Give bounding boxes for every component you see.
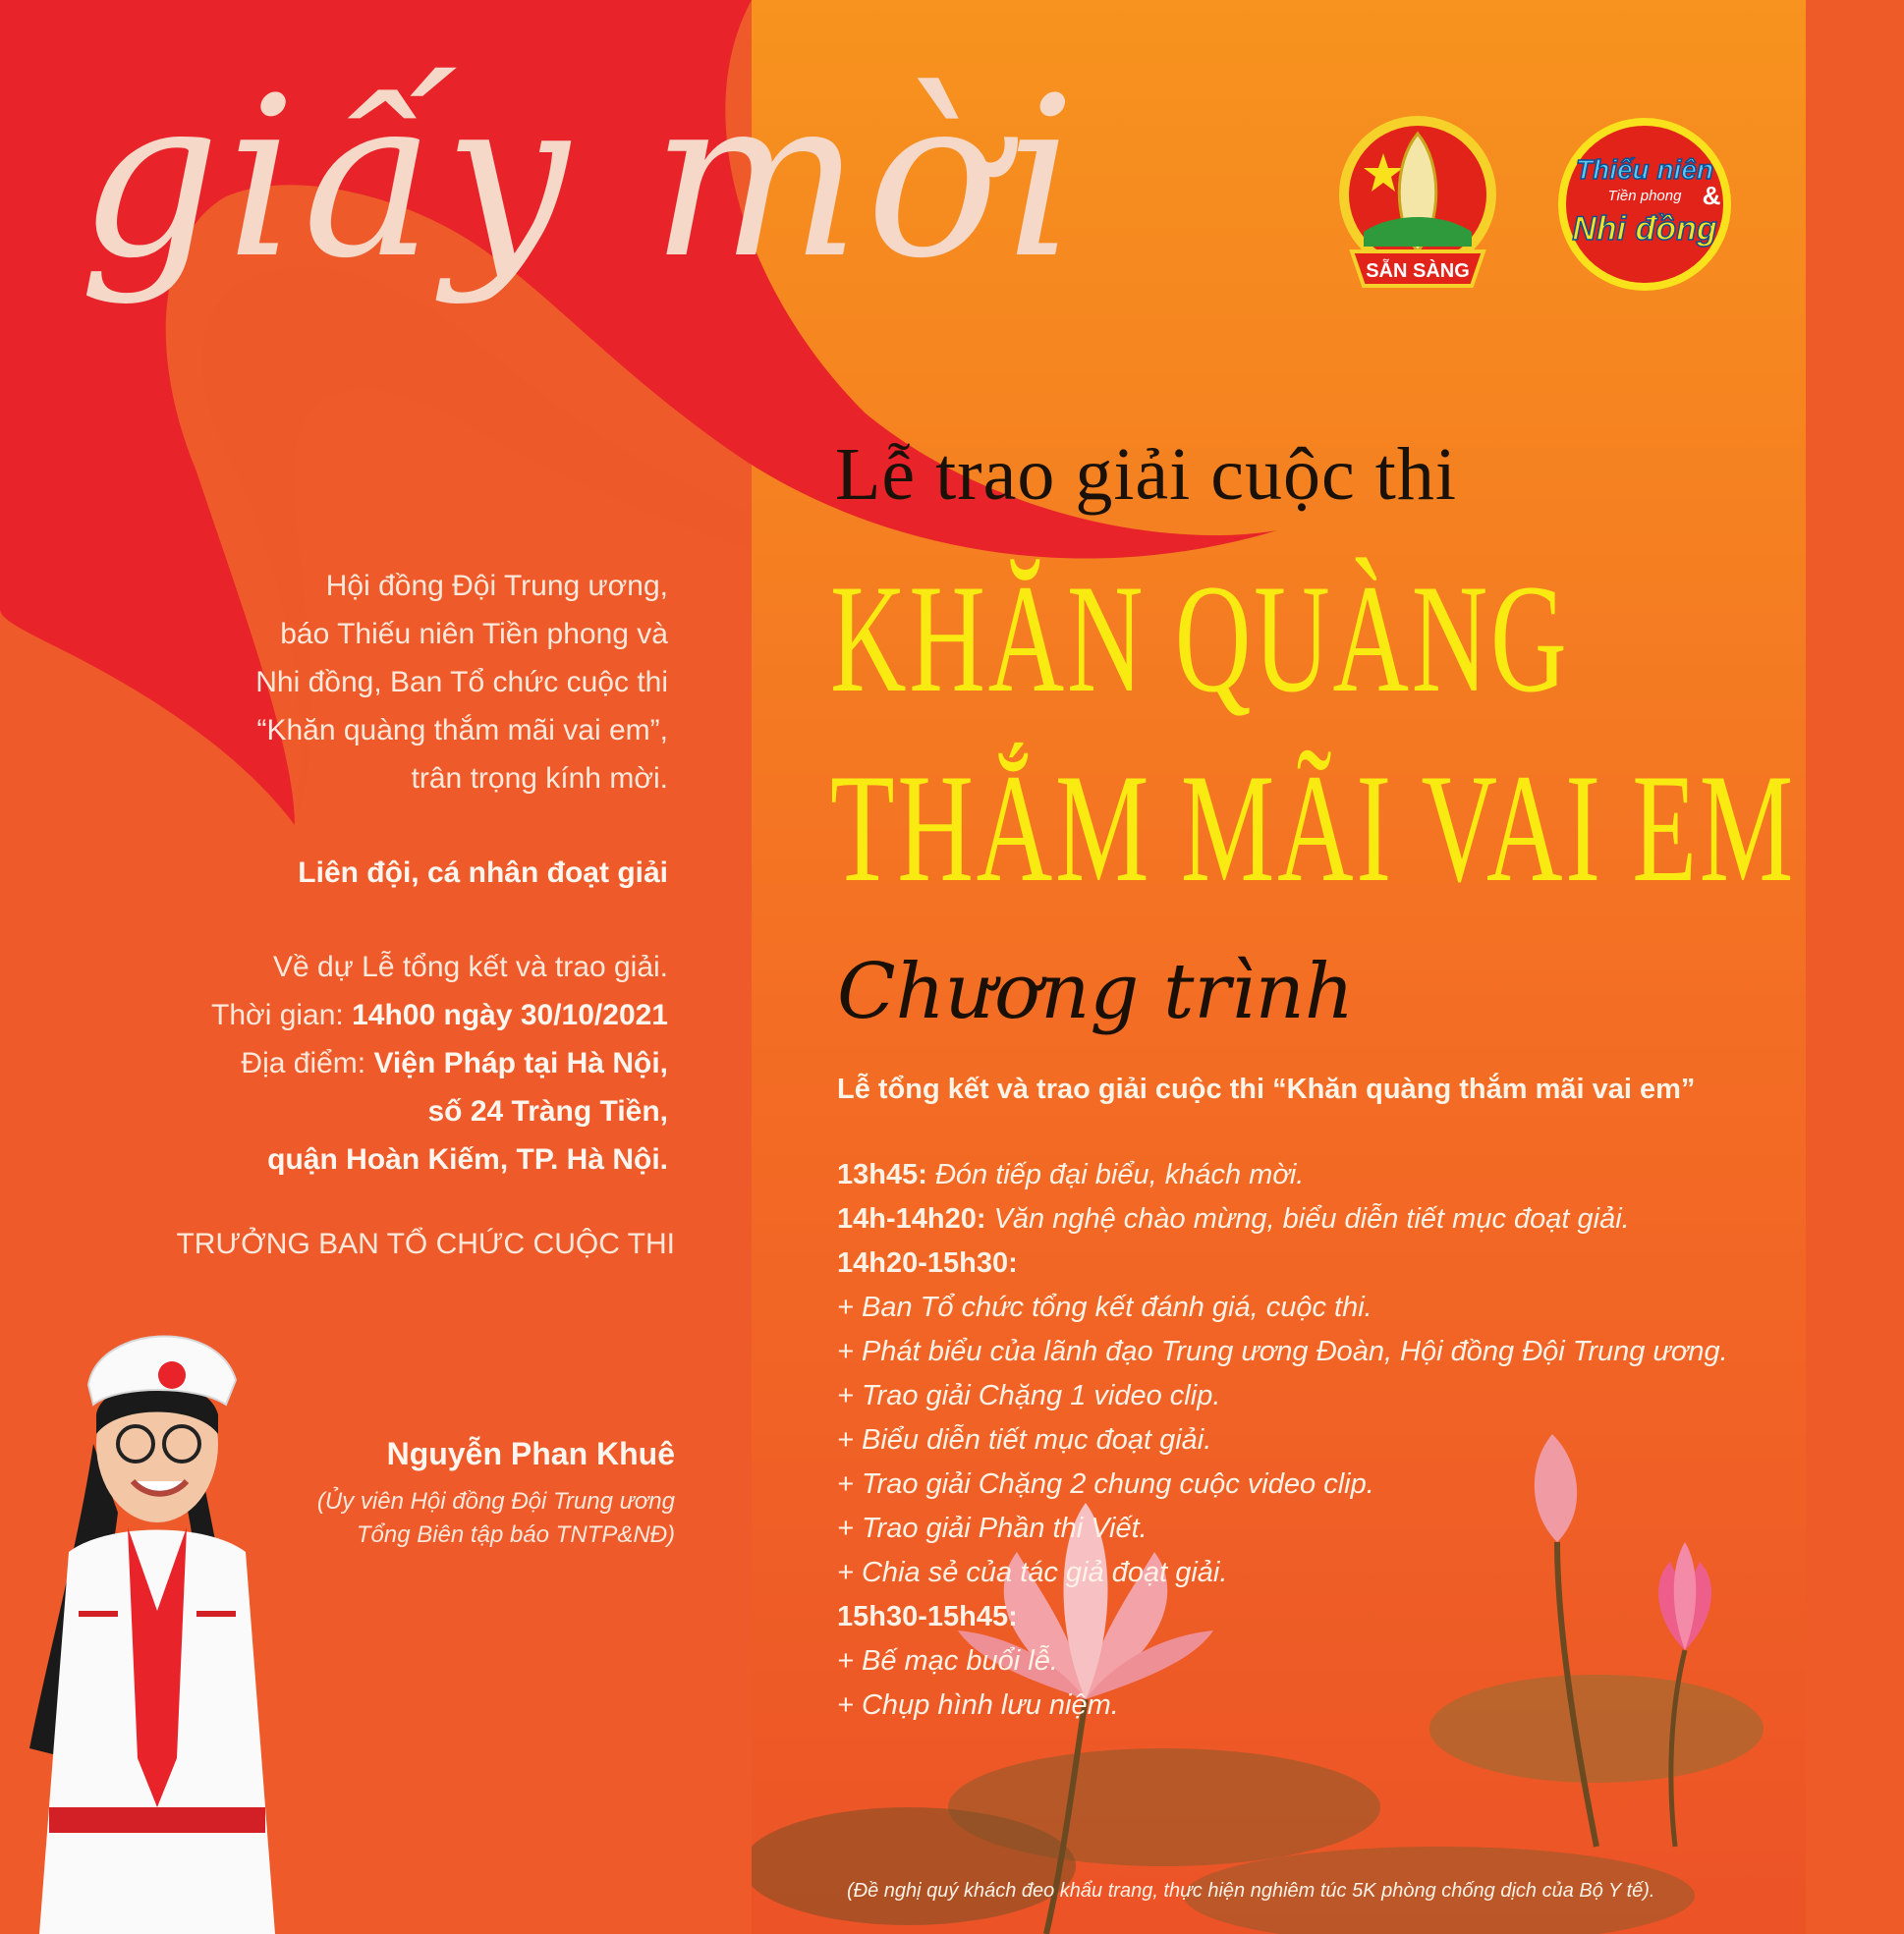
schedule-item: + Trao giải Chặng 2 chung cuộc video clip. — [837, 1468, 1374, 1500]
place-value-2: số 24 Tràng Tiền, — [427, 1095, 668, 1128]
intro-line: báo Thiếu niên Tiền phong và — [280, 618, 668, 650]
program-heading: Chương trình — [837, 948, 1355, 1036]
event-title-line-1: KHĂN QUÀNG — [830, 553, 1570, 725]
event-title-line-2: THẮM MÃI VAI EM — [830, 743, 1796, 914]
place-line — [118, 1039, 668, 1087]
schedule-item: 13h45: Đón tiếp đại biểu, khách mời. — [837, 1159, 1305, 1190]
invitee: Liên đội, cá nhân đoạt giải — [298, 856, 668, 889]
magazine-title-1: Thiếu niên — [1576, 154, 1713, 185]
signer-title-2: Tổng Biên tập báo TNTP&NĐ) — [356, 1521, 675, 1548]
time-line — [118, 991, 668, 1039]
time-value: 14h00 ngày 30/10/2021 — [352, 999, 668, 1031]
pioneer-girl-photo — [10, 1297, 305, 1934]
magazine-title-3: Nhi đồng — [1572, 210, 1717, 248]
signer-title — [317, 1485, 675, 1552]
schedule-item: + Phát biểu của lãnh đạo Trung ương Đoàn, Hội đồng Đội Trung ương. — [837, 1336, 1728, 1367]
intro-line: Hội đồng Đội Trung ương, — [325, 570, 668, 602]
schedule-item: + Trao giải Chặng 1 video clip. — [837, 1380, 1221, 1411]
badge-text: SẴN SÀNG — [1366, 260, 1470, 282]
time-label: Thời gian: — [211, 999, 353, 1031]
schedule-item: + Chia sẻ của tác giả đoạt giải. — [837, 1557, 1228, 1588]
signer-title-1: (Ủy viên Hội đồng Đội Trung ương — [316, 1488, 675, 1515]
signer-name: Nguyễn Phan Khuê — [386, 1436, 675, 1471]
schedule-item: + Bế mạc buổi lễ. — [837, 1645, 1058, 1677]
place-label: Địa điểm: — [241, 1047, 374, 1079]
program-summary: Lễ tổng kết và trao giải cuộc thi “Khăn quàng thắm mãi vai em” — [837, 1074, 1696, 1105]
program-schedule — [837, 1153, 1820, 1728]
schedule-item: + Chụp hình lưu niệm. — [837, 1689, 1119, 1721]
pioneer-badge-logo — [1334, 114, 1501, 301]
intro-line: “Khăn quàng thắm mãi vai em”, — [256, 714, 668, 746]
schedule-item: 14h-14h20: Văn nghệ chào mừng, biểu diễn tiết mục đoạt giải. — [837, 1203, 1630, 1235]
magazine-logo — [1554, 114, 1736, 296]
schedule-item: 14h20-15h30: — [837, 1247, 1018, 1279]
magazine-title-2: Tiền phong — [1607, 188, 1682, 204]
attend-line: Về dự Lễ tổng kết và trao giải. — [273, 951, 668, 983]
intro-line: trân trọng kính mời. — [411, 762, 668, 795]
event-subtitle: Lễ trao giải cuộc thi — [835, 433, 1457, 516]
schedule-item: + Ban Tổ chức tổng kết đánh giá, cuộc thi. — [837, 1292, 1372, 1323]
invitation-intro — [118, 562, 668, 1184]
health-note: (Đề nghị quý khách đeo khẩu trang, thực hiện nghiêm túc 5K phòng chống dịch của Bộ Y tế). — [847, 1880, 1655, 1902]
signer-role: TRƯỞNG BAN TỔ CHỨC CUỘC THI — [176, 1228, 675, 1260]
place-value-3: quận Hoàn Kiếm, TP. Hà Nội. — [267, 1143, 668, 1176]
invitation-script-title: giấy mời — [79, 50, 1083, 307]
schedule-item: 15h30-15h45: — [837, 1601, 1018, 1632]
schedule-item: + Biểu diễn tiết mục đoạt giải. — [837, 1424, 1212, 1456]
schedule-item: + Trao giải Phần thi Viết. — [837, 1513, 1148, 1544]
magazine-amp: & — [1702, 181, 1721, 210]
intro-line: Nhi đồng, Ban Tổ chức cuộc thi — [255, 666, 668, 698]
place-value: Viện Pháp tại Hà Nội, — [373, 1047, 668, 1079]
